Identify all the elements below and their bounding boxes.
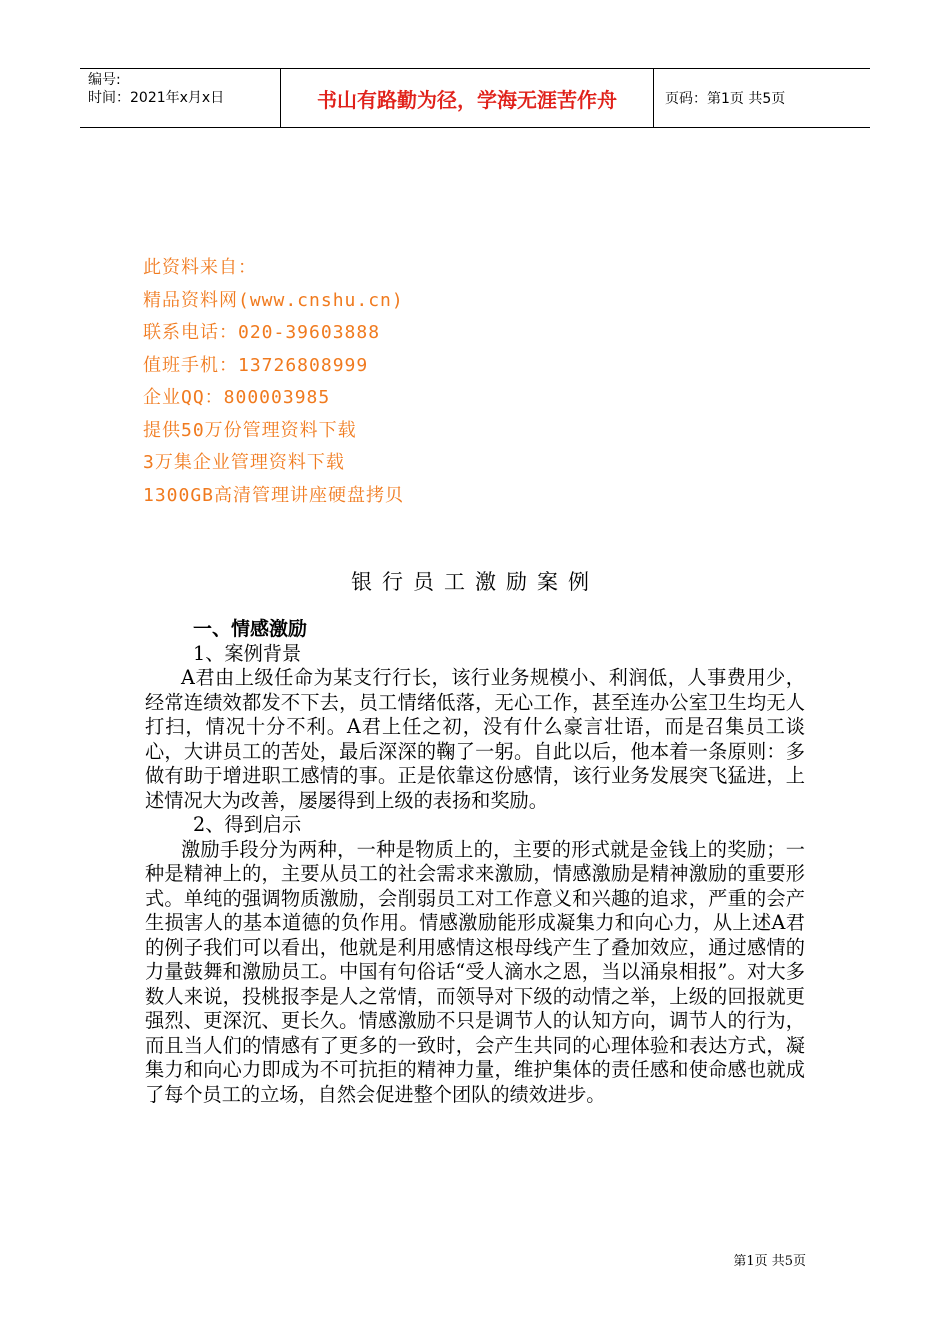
source-line: 1300GB高清管理讲座硬盘拷贝 (143, 484, 405, 506)
page-footer: 第1页 共5页 (733, 1254, 806, 1269)
source-line: 联系电话：020-39603888 (143, 322, 381, 343)
paragraph-background: A君由上级任命为某支行行长，该行业务规模小、利润低，人事费用少，经常连绩效都发不下去，员工情绪低落，无心工作，甚至连办公室卫生均无人打扫，情况十分不利。A君上任之初，没有什么豪言壮语，而是召集员工谈心，大讲员工的苦处，最后深深的鞠了一躬。自此以后，他本着一条原则：多做有助于增进职工感情的事。正是依靠这份感情，该行业务发展突飞猛进，上述情况大为改善，屡屡得到上级的表扬和奖励。 (145, 666, 805, 812)
source-line: 值班手机：13726808999 (143, 354, 369, 376)
source-line: 提供50万份管理资料下载 (143, 419, 357, 441)
source-line: 此资料来自： (143, 257, 257, 278)
header-time-label: 时间：2021年x月x日 (88, 90, 225, 106)
source-line: 3万集企业管理资料下载 (143, 452, 345, 473)
sub-heading-background: 1、案例背景 (193, 641, 302, 665)
sub-heading-insight: 2、得到启示 (193, 813, 302, 836)
header-page-info: 页码：第1页 共5页 (665, 91, 786, 107)
source-line: 企业QQ：800003985 (143, 387, 331, 408)
source-website-link[interactable]: 精品资料网(www.cnshu.cn) (143, 289, 404, 311)
page-header (80, 68, 870, 128)
document-body (145, 617, 805, 1107)
section-heading: 一、情感激励 (193, 618, 308, 640)
source-info-block (143, 252, 404, 512)
paragraph-insight: 激励手段分为两种，一种是物质上的，主要的形式就是金钱上的奖励；一种是精神上的，主要从员工的社会需求来激励，情感激励是精神激励的重要形式。单纯的强调物质激励，会削弱员工对工作意义和兴趣的追求，严重的会产生损害人的基本道德的负作用。情感激励能形成凝集力和向心力，从上述A君的例子我们可以看出，他就是利用感情这根母线产生了叠加效应，通过感情的力量鼓舞和激励员工。中国有句俗话“受人滴水之恩，当以涌泉相报”。对大多数人来说，投桃报李是人之常情，而领导对下级的动情之举，上级的回报就更强烈、更深沉、更长久。情感激励不只是调节人的认知方向，调节人的行为，而且当人们的情感有了更多的一致时，会产生共同的心理体验和表达方式，凝集力和向心力即成为不可抗拒的精神力量，维护集体的责任感和使命感也就成了每个员工的立场，自然会促进整个团队的绩效进步。 (145, 837, 805, 1106)
header-meta (80, 69, 281, 127)
document-title: 银行员工激励案例 (351, 570, 599, 594)
header-number-label: 编号: (88, 72, 121, 88)
header-motto: 书山有路勤为径，学海无涯苦作舟 (281, 69, 654, 127)
